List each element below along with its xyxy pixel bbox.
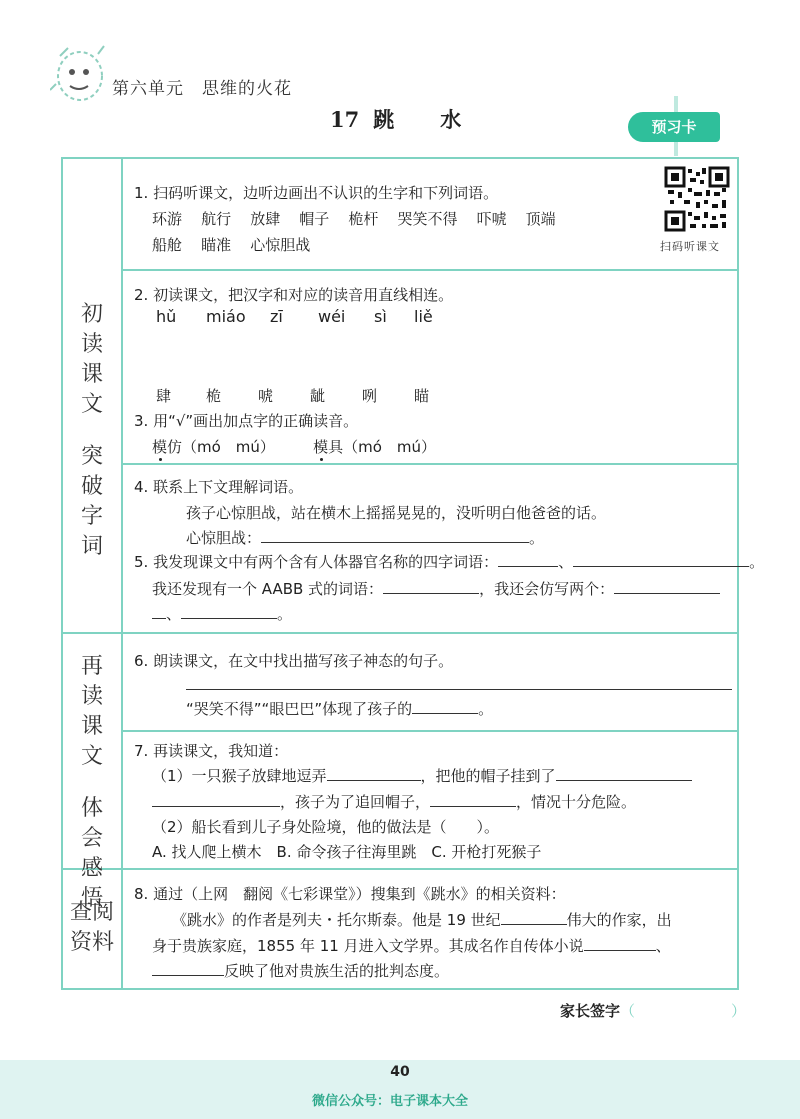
q5-line-2: 我还发现有一个 AABB 式的词语： ，我还会仿写两个： <box>152 578 720 599</box>
word: 心惊胆战 <box>250 236 311 254</box>
answer-blank[interactable] <box>614 579 720 594</box>
qr-code-icon[interactable] <box>664 166 730 232</box>
answer-blank[interactable] <box>181 604 277 619</box>
question-6: 6. 朗读课文，在文中找出描写孩子神态的句子。 <box>134 652 454 670</box>
dotted-char: 模 <box>313 438 329 456</box>
section-divider <box>61 868 739 870</box>
q1-word-row-1 <box>152 208 556 229</box>
character[interactable]: 桅 <box>206 387 222 405</box>
answer-blank[interactable] <box>152 792 280 807</box>
q7-part-1-cont: ，孩子为了追回帽子， ，情况十分危险。 <box>152 791 636 812</box>
character[interactable]: 龇 <box>310 387 326 405</box>
answer-blank[interactable] <box>152 604 166 619</box>
question-4: 4. 联系上下文理解词语。 <box>134 478 304 496</box>
lesson-title-char1: 跳 <box>373 107 395 132</box>
question-3: 3. 用“√”画出加点字的正确读音。 <box>134 412 359 430</box>
character[interactable]: 咧 <box>362 387 378 405</box>
answer-blank[interactable] <box>573 552 749 567</box>
parent-signature: 家长签字（ ） <box>560 1002 747 1020</box>
page-number: 40 <box>390 1064 410 1080</box>
answer-blank[interactable] <box>412 699 478 714</box>
q7-options[interactable]: A. 找人爬上横木 B. 命令孩子往海里跳 C. 开枪打死猴子 <box>152 843 542 861</box>
answer-blank[interactable] <box>152 961 224 976</box>
word: 桅杆 <box>348 210 379 228</box>
word: 放肆 <box>250 210 281 228</box>
answer-line[interactable] <box>186 689 732 690</box>
section-label-second-reading: 再 读 课 文 体 会 感 悟 <box>80 654 103 911</box>
answer-blank[interactable] <box>261 528 529 543</box>
q3-option-2[interactable]: 具（mó mú） <box>328 438 437 456</box>
q8-line-2: 身于贵族家庭，1855 年 11 月进入文学界。其成名作自传体小说 、 <box>152 937 671 955</box>
answer-blank[interactable] <box>556 766 692 781</box>
q7-part-2: （2）船长看到儿子身处险境，他的做法是（ ）。 <box>152 818 500 836</box>
answer-blank[interactable] <box>584 936 656 951</box>
answer-blank[interactable] <box>501 910 567 925</box>
question-5: 5. 我发现课文中有两个含有人体器官名称的四字词语： 、 。 <box>134 553 765 571</box>
pinyin[interactable]: zī <box>270 307 283 326</box>
q2-char-row <box>156 385 454 406</box>
row-divider <box>123 730 739 732</box>
preview-card-badge: 预习卡 <box>628 112 720 142</box>
mascot-illustration <box>50 44 108 106</box>
answer-blank[interactable] <box>327 766 421 781</box>
dotted-char: 模 <box>152 438 168 456</box>
pinyin[interactable]: miáo <box>206 307 246 326</box>
word: 帽子 <box>299 210 330 228</box>
question-7: 7. 再读课文，我知道： <box>134 742 289 760</box>
lesson-number: 17 <box>330 107 360 132</box>
character[interactable]: 唬 <box>258 387 274 405</box>
answer-blank[interactable] <box>430 792 516 807</box>
question-1: 1. 扫码听课文，边听边画出不认识的生字和下列词语。 <box>134 184 499 202</box>
q8-line-3: 反映了他对贵族生活的批判态度。 <box>152 960 449 981</box>
q7-part-1: （1）一只猴子放肆地逗弄 ，把他的帽子挂到了 <box>152 765 692 786</box>
pinyin[interactable]: wéi <box>318 307 346 326</box>
word: 哭笑不得 <box>397 210 458 228</box>
q4-answer-line: 心惊胆战： 。 <box>186 529 545 547</box>
row-divider <box>123 463 739 465</box>
word: 航行 <box>201 210 232 228</box>
character[interactable]: 瞄 <box>414 387 430 405</box>
answer-blank[interactable] <box>383 579 479 594</box>
qr-caption: 扫码听课文 <box>660 240 720 253</box>
wechat-credit: 微信公众号：电子课本大全 <box>312 1094 469 1109</box>
word: 瞄准 <box>201 236 232 254</box>
q5-line-3: 、 。 <box>152 603 292 624</box>
lesson-title <box>330 104 461 134</box>
question-8: 8. 通过（上网 翻阅《七彩课堂》）搜集到《跳水》的相关资料： <box>134 885 566 903</box>
q6-line-2: “哭笑不得”“眼巴巴”体现了孩子的 。 <box>186 700 494 718</box>
section-label-first-reading: 初 读 课 文 突 破 字 词 <box>80 302 103 559</box>
word: 船舱 <box>152 236 183 254</box>
q2-pinyin-row <box>156 307 454 326</box>
pinyin[interactable]: sì <box>374 307 387 326</box>
word: 环游 <box>152 210 183 228</box>
pinyin[interactable]: liě <box>414 307 433 326</box>
unit-title: 第六单元 思维的火花 <box>112 79 292 99</box>
q8-line-1: 《跳水》的作者是列夫・托尔斯泰。他是 19 世纪 伟大的作家，出 <box>172 911 672 929</box>
character[interactable]: 肆 <box>156 387 172 405</box>
word: 吓唬 <box>476 210 507 228</box>
pinyin[interactable]: hǔ <box>156 307 177 326</box>
q4-sentence: 孩子心惊胆战，站在横木上摇摇晃晃的，没听明白他爸爸的话。 <box>186 504 607 522</box>
answer-blank[interactable] <box>498 552 558 567</box>
word: 顶端 <box>525 210 556 228</box>
question-2: 2. 初读课文，把汉字和对应的读音用直线相连。 <box>134 286 454 304</box>
section-divider <box>61 632 739 634</box>
row-divider <box>123 269 739 271</box>
q3-option-1[interactable]: 仿（mó mú） <box>167 438 275 456</box>
section-label-research: 查阅 资料 <box>69 900 115 955</box>
q3-items <box>152 436 436 457</box>
q1-word-row-2 <box>152 234 310 255</box>
worksheet-frame <box>61 157 739 990</box>
lesson-title-char2: 水 <box>440 107 462 132</box>
